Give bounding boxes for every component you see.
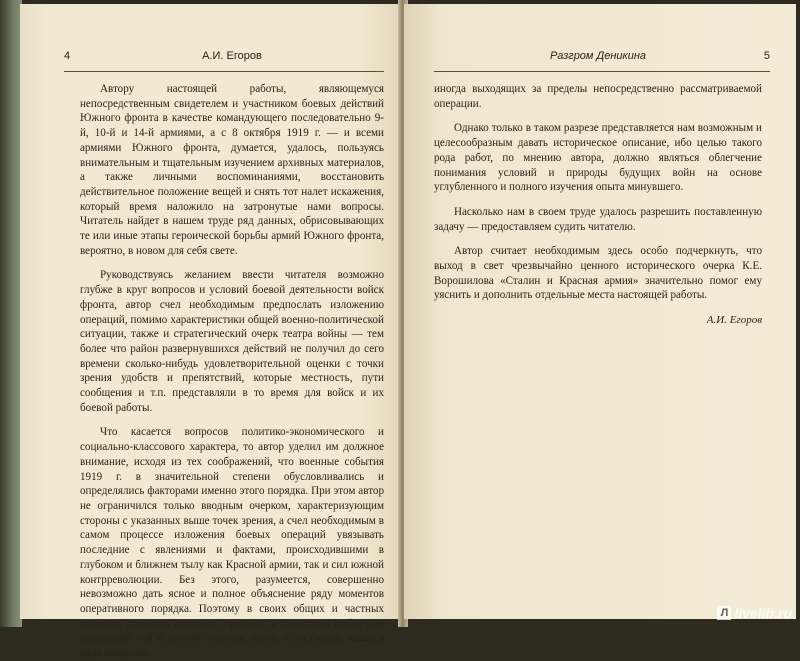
right-paragraph-2: Однако только в таком разрезе представляется нам возможным и целесообразным давать историческое описание, ибо целью такого рода работ, по мнению автора, должно являться облегчение понимания условий и природы будущих войн на основе углубленного и полного изучения опыта минувшего.	[434, 122, 762, 194]
right-page-header	[434, 50, 770, 68]
book-cover-edge	[0, 0, 22, 627]
left-page-number: 4	[64, 50, 71, 62]
livelib-watermark	[717, 605, 792, 621]
right-paragraph-1: иногда выходящих за пределы непосредственно рассматриваемой операции.	[434, 83, 762, 110]
right-paragraph-4: Автор считает необходимым здесь особо подчеркнуть, что выход в свет чрезвычайно ценного исторического очерка К.Е. Ворошилова «Сталин и Красная армия» значительно помог ему уяснить и дополнить отдельные места настоящей работы.	[434, 245, 762, 302]
right-page-body	[434, 82, 762, 328]
right-page-number: 5	[763, 50, 770, 62]
left-paragraph-3: Что касается вопросов политико-экономического и социально-классового характера, то автор уделил им должное внимание, исходя из тех соображений, что военные события 1919 г. в значительной степени обусловливались и определялись факторами именно этого порядка. При этом автор не ограничился только вводным очерком, характеризующим стороны с указанных выше точек зрения, а счел необходимым в самом процессе изложения боевых операций увязывать последние с явлениями и фактами, происходившими в глубоком и ближнем тылу как Красной армии, так и сил южной контрреволюции. Без этого, разумеется, совершенно невозможно дать ясное и полное объяснение ряду моментов оперативного порядка. Поэтому в своих общих и частных выводах, стремясь выяснить причины и следствия побед или поражений той и другой стороны, автор, естественно, касался ряда вопросов,	[80, 426, 384, 660]
left-paragraph-1: Автору настоящей работы, являющемуся непосредственным свидетелем и участником боевых действий Южного фронта в качестве командующего последовательно 9-й, 10-й и 14-й армиями, а с 8 октября 1919 г. — и всеми армиями Южного фронта, думается, удалось, пользуясь внимательным и тщательным изучением архивных материалов, а также личными воспоминаниями, восстановить действительное положение вещей и снять тот налет искажения, который время наложило на затронутые нами вопросы. Читатель найдет в нашем труде ряд данных, обрисовывающих те или иные этапы героической борьбы армий Южного фронта, вероятно, в новом для себя свете.	[80, 83, 384, 257]
left-paragraph-2: Руководствуясь желанием ввести читателя возможно глубже в круг вопросов и условий боевой деятельности войск фронта, автор счел необходимым предпослать изложению операций, помимо характеристики общей военно-политической ситуации, также и стратегический очерк театра войны — тем более что район развернувшихся действий не получил до сего времени сколько-нибудь удовлетворительной оценки с точки зрения удобств и препятствий, которые местность, пути сообщения и т.п. представляли в то время для войск и их боевой работы.	[80, 269, 384, 414]
livelib-watermark-text: livelib.ru	[734, 605, 792, 621]
right-paragraph-3: Насколько нам в своем труде удалось разрешить поставленную задачу — предоставляем судить читателю.	[434, 205, 762, 233]
left-page-header	[64, 50, 384, 68]
right-running-head: Разгром Деникина	[549, 50, 647, 62]
right-page	[404, 4, 796, 619]
left-running-head: А.И. Егоров	[202, 50, 262, 62]
left-page	[20, 4, 402, 660]
author-signature: А.И. Егоров	[706, 314, 762, 327]
livelib-logo-icon: Л	[717, 606, 731, 620]
left-page-body	[80, 82, 384, 661]
